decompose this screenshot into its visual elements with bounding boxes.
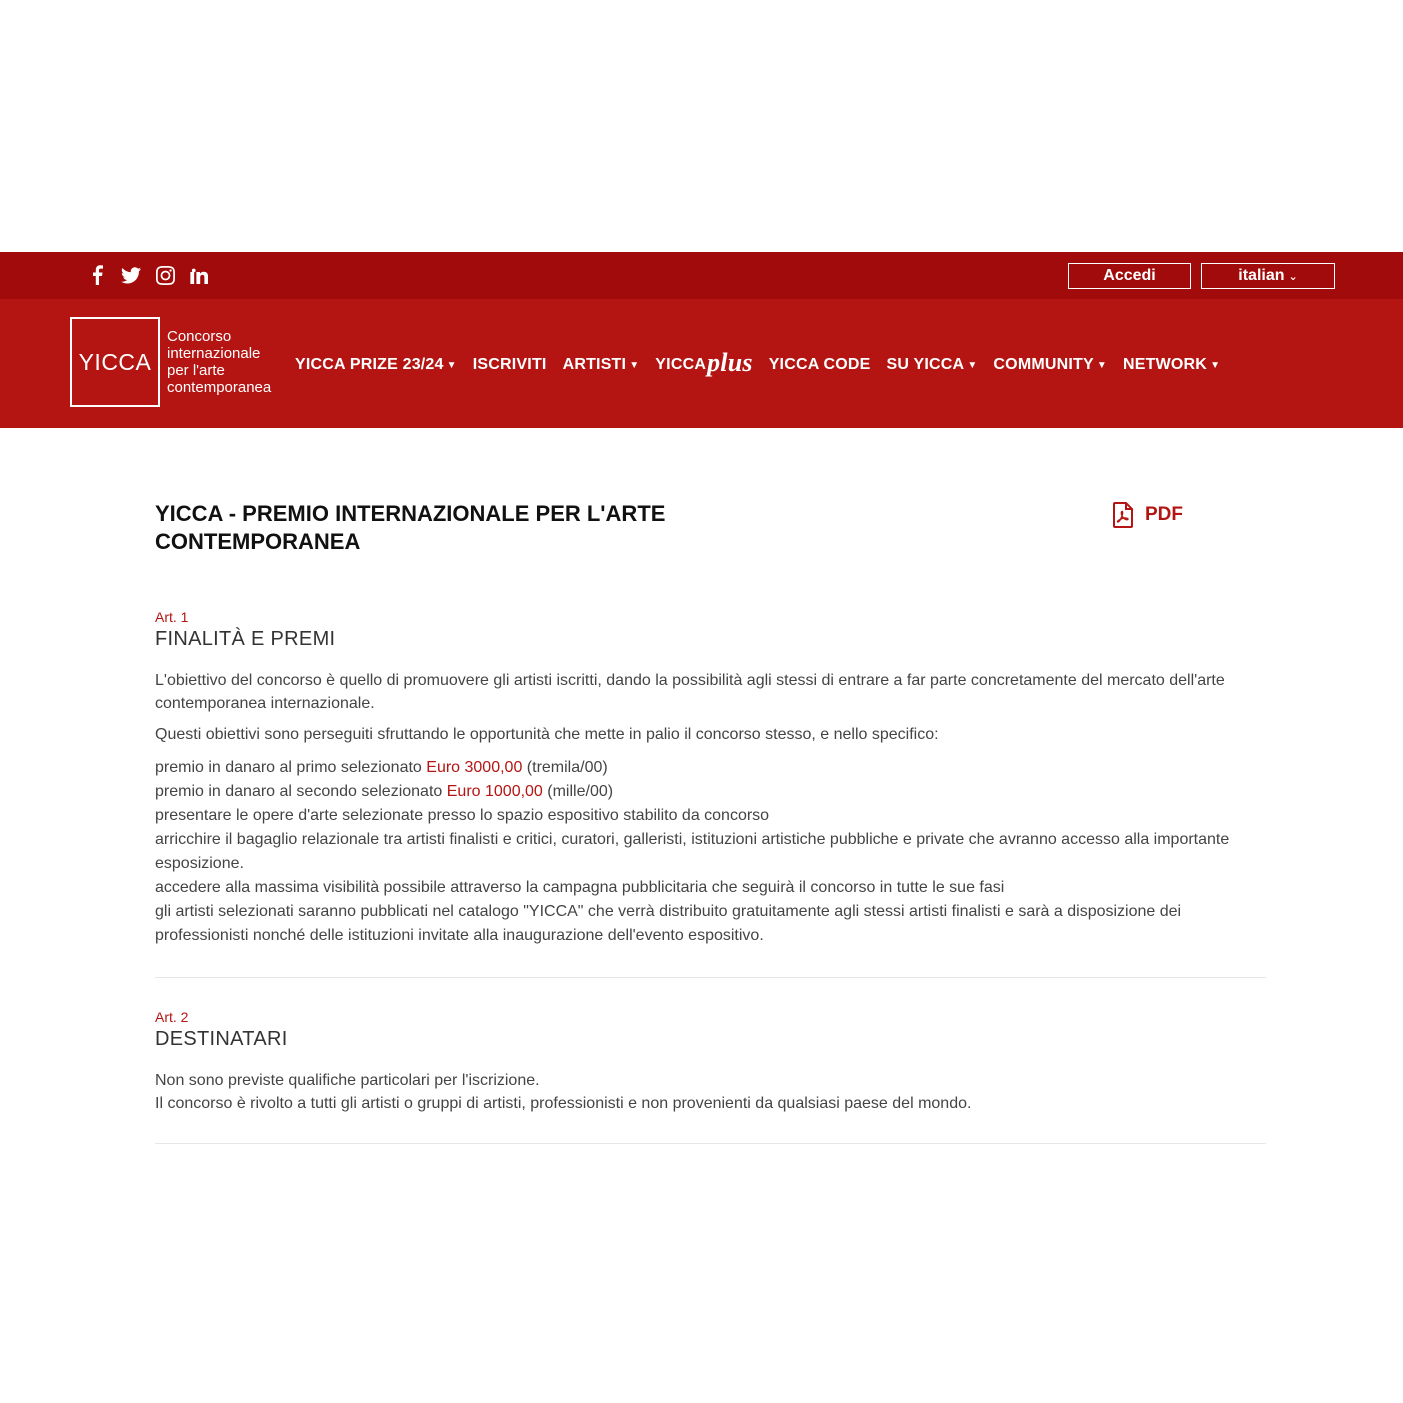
list-item <box>155 780 1266 804</box>
nav-item-label: YICCA <box>655 356 707 373</box>
pdf-label: PDF <box>1145 504 1183 525</box>
twitter-icon[interactable] <box>114 262 148 288</box>
caret-down-icon: ▼ <box>1096 359 1107 371</box>
facebook-icon[interactable] <box>80 262 114 288</box>
linkedin-icon[interactable] <box>182 262 216 288</box>
logo-text: YICCA <box>78 348 152 375</box>
list-item: gli artisti selezionati saranno pubblicati nel catalogo "YICCA" che verrà distribuito gratuitamente agli stessi artisti finalisti e sarà a disposizione dei professionisti nonché delle istituzioni invitate alla inaugurazione dell'evento espositivo. <box>155 903 1182 944</box>
list-item-text: (mille/00) <box>542 783 614 800</box>
nav-item-label: ISCRIVITI <box>472 356 547 373</box>
article-paragraph: L'obiettivo del concorso è quello di promuovere gli artisti iscritti, dando la possibilità agli stessi di entrare a far parte concretamente del mercato dell'arte contemporanea internazionale. <box>155 672 1225 712</box>
article-line: Il concorso è rivolto a tutti gli artisti o gruppi di artisti, professionisti e non provenienti da qualsiasi paese del mondo. <box>155 1095 972 1112</box>
instagram-icon[interactable] <box>148 262 182 288</box>
pdf-download-link[interactable] <box>1113 502 1183 528</box>
prize-amount: Euro 1000,00 <box>446 783 543 800</box>
chevron-down-icon: ⌄ <box>1288 270 1298 283</box>
list-item-text: premio in danaro al primo selezionato <box>155 759 427 776</box>
nav-item-artisti[interactable] <box>555 356 648 374</box>
logo-tagline-line: contemporanea <box>167 379 272 396</box>
article-paragraph: Questi obiettivi sono perseguiti sfruttando le opportunità che mette in palio il concorso stesso, e nello specifico: <box>155 726 939 743</box>
list-item-text: premio in danaro al secondo selezionato <box>155 783 447 800</box>
article-line: Non sono previste qualifiche particolari per l'iscrizione. <box>155 1072 540 1089</box>
list-item: presentare le opere d'arte selezionate presso lo spazio espositivo stabilito da concorso <box>155 807 770 824</box>
caret-down-icon: ▼ <box>629 359 640 371</box>
nav-item-network[interactable] <box>1115 356 1228 374</box>
nav-item-label: YICCA CODE <box>768 356 871 373</box>
article-number: Art. 2 <box>155 1009 189 1025</box>
pdf-file-icon <box>1113 502 1133 528</box>
list-item: accedere alla massima visibilità possibile attraverso la campagna pubblicitaria che seguirà il concorso in tutte le sue fasi <box>155 879 1005 896</box>
nav-item-su-yicca[interactable] <box>879 356 986 374</box>
logo-tagline-line: internazionale <box>167 345 261 362</box>
article-title: FINALITÀ E PREMI <box>155 628 336 650</box>
language-selector[interactable] <box>1201 263 1335 289</box>
nav-item-yicca-code[interactable] <box>761 356 879 374</box>
article-1 <box>155 608 1266 948</box>
login-button[interactable] <box>1068 263 1191 289</box>
top-bar <box>0 252 1403 299</box>
list-item: arricchire il bagaglio relazionale tra artisti finalisti e critici, curatori, galleristi, istituzioni artistiche pubbliche e private che avranno accesso alla importante esposizione. <box>155 831 1230 872</box>
nav-item-label: COMMUNITY <box>993 356 1094 373</box>
caret-down-icon: ▼ <box>967 359 978 371</box>
nav-menu <box>287 349 1228 381</box>
caret-down-icon: ▼ <box>446 359 457 371</box>
list-item-text: (tremila/00) <box>522 759 608 776</box>
nav-item-label: SU YICCA <box>886 356 965 373</box>
nav-item-label: NETWORK <box>1123 356 1208 373</box>
prize-amount: Euro 3000,00 <box>426 759 523 776</box>
divider <box>155 977 1266 978</box>
divider <box>155 1143 1266 1144</box>
caret-down-icon: ▼ <box>1210 359 1221 371</box>
nav-item-iscriviti[interactable] <box>465 356 555 374</box>
logo[interactable] <box>70 317 160 407</box>
nav-item-label: ARTISTI <box>562 356 627 373</box>
login-label: Accedi <box>1103 267 1156 284</box>
prize-list <box>155 756 1266 948</box>
nav-item-yicca-prize[interactable] <box>287 356 465 374</box>
nav-item-yicca-plus[interactable] <box>647 350 760 380</box>
article-number: Art. 1 <box>155 609 189 625</box>
nav-item-label: YICCA PRIZE 23/24 <box>295 356 444 373</box>
list-item <box>155 756 1266 780</box>
nav-item-suffix: plus <box>707 348 753 377</box>
page-title: YICCA - PREMIO INTERNAZIONALE PER L'ARTE CONTEMPORANEA <box>155 501 666 554</box>
language-label: italian <box>1238 267 1285 284</box>
article-title: DESTINATARI <box>155 1028 288 1050</box>
logo-tagline-line: Concorso <box>167 328 232 345</box>
article-2 <box>155 1008 1266 1115</box>
logo-tagline <box>167 328 271 396</box>
nav-item-community[interactable] <box>985 356 1115 374</box>
main-navbar <box>0 299 1403 428</box>
social-links <box>80 262 216 288</box>
logo-tagline-line: per l'arte <box>167 362 225 379</box>
